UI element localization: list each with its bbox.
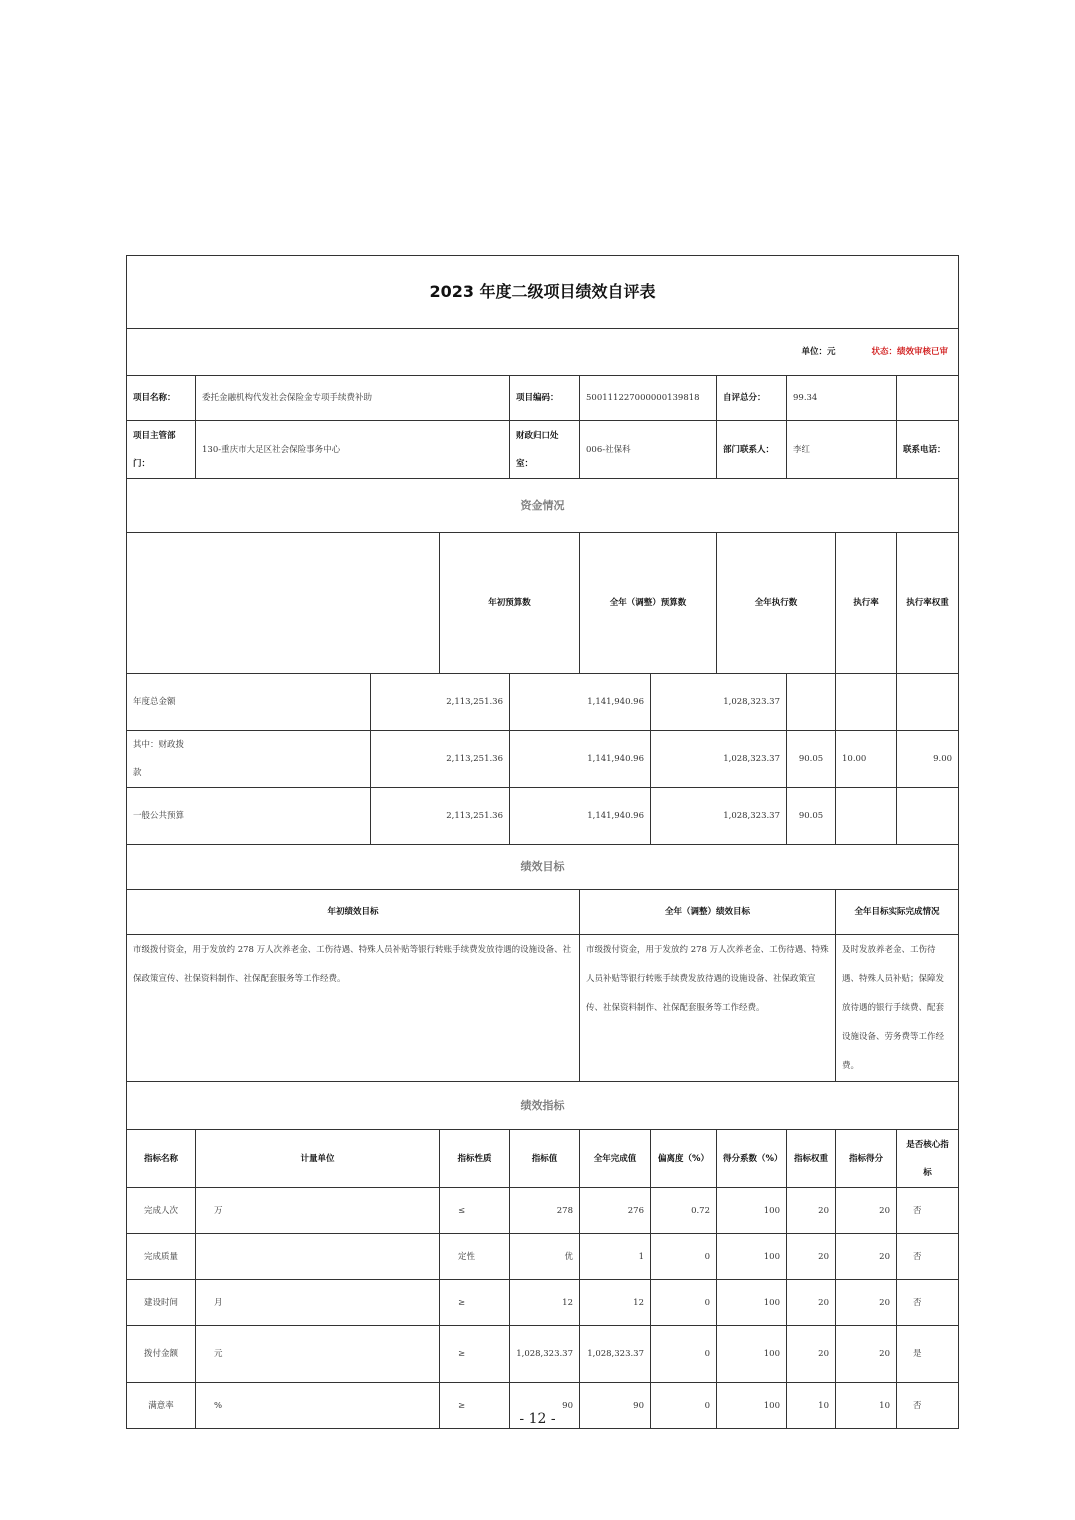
ind-header-coef: 得分系数（%） [717, 1130, 787, 1188]
ind-core: 否 [897, 1234, 959, 1280]
score-value: 99.34 [787, 376, 897, 421]
indicator-row [127, 1234, 959, 1280]
funds-header-initial: 年初预算数 [440, 533, 580, 674]
ind-target: 278 [510, 1188, 580, 1234]
ind-name: 完成人次 [127, 1188, 196, 1234]
funds-header-rate: 执行率 [836, 533, 897, 674]
ind-header-core: 是否核心指标 [897, 1130, 959, 1188]
dept-value: 130-重庆市大足区社会保险事务中心 [196, 421, 510, 479]
goals-section-title: 绩效目标 [127, 845, 959, 890]
ind-nature: ≥ [440, 1326, 510, 1383]
contact-value: 李红 [787, 421, 897, 479]
ind-deviation: 0 [651, 1280, 717, 1326]
goals-header-actual: 全年目标实际完成情况 [836, 890, 959, 935]
funds-rate-value: 90.05 [787, 788, 836, 845]
ind-actual: 90 [580, 1383, 651, 1429]
funds-rate-value: 90.05 [787, 731, 836, 788]
indicator-row [127, 1326, 959, 1383]
empty-cell [897, 376, 959, 421]
funds-row-label: 年度总金额 [127, 674, 371, 731]
finance-value: 006-社保科 [580, 421, 717, 479]
score-label: 自评总分： [717, 376, 787, 421]
ind-header-nature: 指标性质 [440, 1130, 510, 1188]
ind-deviation: 0 [651, 1383, 717, 1429]
ind-core: 否 [897, 1188, 959, 1234]
status-label: 状态：绩效审核已审 [871, 347, 949, 357]
funds-initial-value: 2,113,251.36 [371, 731, 510, 788]
ind-deviation: 0 [651, 1234, 717, 1280]
ind-name: 拨付金额 [127, 1326, 196, 1383]
ind-actual: 1,028,323.37 [580, 1326, 651, 1383]
funds-initial-value: 2,113,251.36 [371, 788, 510, 845]
indicator-row [127, 1280, 959, 1326]
project-code-label: 项目编码： [510, 376, 580, 421]
phone-label: 联系电话： [897, 421, 959, 479]
ind-core: 否 [897, 1280, 959, 1326]
funds-header-executed: 全年执行数 [717, 533, 836, 674]
ind-name: 建设时间 [127, 1280, 196, 1326]
project-name-label: 项目名称： [127, 376, 196, 421]
ind-coef: 100 [717, 1188, 787, 1234]
ind-core: 是 [897, 1326, 959, 1383]
ind-target: 1,028,323.37 [510, 1326, 580, 1383]
funds-adjusted-value: 1,141,940.96 [510, 731, 651, 788]
funds-row [127, 731, 959, 788]
ind-weight: 20 [787, 1188, 836, 1234]
funds-score-value [897, 674, 959, 731]
ind-unit: % [196, 1383, 440, 1429]
ind-coef: 100 [717, 1280, 787, 1326]
unit-label: 单位：元 [801, 347, 836, 357]
goals-actual-text: 及时发放养老金、工伤待遇、特殊人员补贴；保障发放待遇的银行手续费、配套设施设备、劳务费等工作经费。 [836, 935, 959, 1082]
ind-coef: 100 [717, 1383, 787, 1429]
funds-weight-value [836, 788, 897, 845]
ind-unit [196, 1234, 440, 1280]
ind-name: 完成质量 [127, 1234, 196, 1280]
contact-label: 部门联系人： [717, 421, 787, 479]
ind-unit: 元 [196, 1326, 440, 1383]
ind-header-unit: 计量单位 [196, 1130, 440, 1188]
goals-header-initial: 年初绩效目标 [127, 890, 580, 935]
ind-weight: 10 [787, 1383, 836, 1429]
ind-weight: 20 [787, 1326, 836, 1383]
project-name-value: 委托金融机构代发社会保险金专项手续费补助 [196, 376, 510, 421]
ind-weight: 20 [787, 1234, 836, 1280]
funds-weight-value [836, 674, 897, 731]
ind-score: 20 [836, 1280, 897, 1326]
ind-target: 优 [510, 1234, 580, 1280]
funds-rate-value [787, 674, 836, 731]
ind-header-actual: 全年完成值 [580, 1130, 651, 1188]
ind-unit: 月 [196, 1280, 440, 1326]
ind-nature: ≥ [440, 1383, 510, 1429]
ind-unit: 万 [196, 1188, 440, 1234]
unit-status-row [127, 329, 959, 376]
ind-name: 满意率 [127, 1383, 196, 1429]
ind-score: 20 [836, 1326, 897, 1383]
funds-row-label: 其中：财政拨款 [127, 731, 371, 788]
funds-executed-value: 1,028,323.37 [651, 788, 787, 845]
ind-actual: 12 [580, 1280, 651, 1326]
ind-coef: 100 [717, 1326, 787, 1383]
funds-row [127, 788, 959, 845]
goals-header-adjusted: 全年（调整）绩效目标 [580, 890, 836, 935]
ind-weight: 20 [787, 1280, 836, 1326]
project-code-value: 500111227000000139818 [580, 376, 717, 421]
funds-header-weight: 执行率权重 [897, 533, 959, 674]
funds-executed-value: 1,028,323.37 [651, 731, 787, 788]
ind-header-target: 指标值 [510, 1130, 580, 1188]
funds-adjusted-value: 1,141,940.96 [510, 674, 651, 731]
ind-header-name: 指标名称 [127, 1130, 196, 1188]
dept-label: 项目主管部门： [127, 421, 196, 479]
page-number: - 12 - [519, 1411, 556, 1427]
funds-section-title: 资金情况 [127, 479, 959, 533]
ind-nature: ≤ [440, 1188, 510, 1234]
ind-header-weight: 指标权重 [787, 1130, 836, 1188]
page-title: 2023 年度二级项目绩效自评表 [127, 256, 959, 329]
funds-header-blank [127, 533, 440, 674]
indicator-row [127, 1188, 959, 1234]
ind-deviation: 0 [651, 1326, 717, 1383]
performance-table [126, 255, 959, 1429]
funds-executed-value: 1,028,323.37 [651, 674, 787, 731]
goals-initial-text: 市级拨付资金，用于发放约 278 万人次养老金、工伤待遇、特殊人员补贴等银行转账手续费发放待遇的设施设备、社保政策宣传、社保资料制作、社保配套服务等工作经费。 [127, 935, 580, 1082]
ind-score: 20 [836, 1188, 897, 1234]
funds-adjusted-value: 1,141,940.96 [510, 788, 651, 845]
ind-nature: 定性 [440, 1234, 510, 1280]
funds-header-adjusted: 全年（调整）预算数 [580, 533, 717, 674]
ind-target: 90 [510, 1383, 580, 1429]
funds-score-value: 9.00 [897, 731, 959, 788]
indicators-section-title: 绩效指标 [127, 1082, 959, 1130]
ind-score: 20 [836, 1234, 897, 1280]
ind-nature: ≥ [440, 1280, 510, 1326]
funds-row [127, 674, 959, 731]
ind-core: 否 [897, 1383, 959, 1429]
ind-deviation: 0.72 [651, 1188, 717, 1234]
ind-actual: 1 [580, 1234, 651, 1280]
funds-initial-value: 2,113,251.36 [371, 674, 510, 731]
funds-score-value [897, 788, 959, 845]
funds-weight-value: 10.00 [836, 731, 897, 788]
ind-target: 12 [510, 1280, 580, 1326]
ind-header-deviation: 偏离度（%） [651, 1130, 717, 1188]
ind-header-score: 指标得分 [836, 1130, 897, 1188]
finance-label: 财政归口处室： [510, 421, 580, 479]
ind-score: 10 [836, 1383, 897, 1429]
ind-actual: 276 [580, 1188, 651, 1234]
ind-coef: 100 [717, 1234, 787, 1280]
goals-adjusted-text: 市级拨付资金，用于发放约 278 万人次养老金、工伤待遇、特殊人员补贴等银行转账手续费发放待遇的设施设备、社保政策宣传、社保资料制作、社保配套服务等工作经费。 [580, 935, 836, 1082]
funds-row-label: 一般公共预算 [127, 788, 371, 845]
